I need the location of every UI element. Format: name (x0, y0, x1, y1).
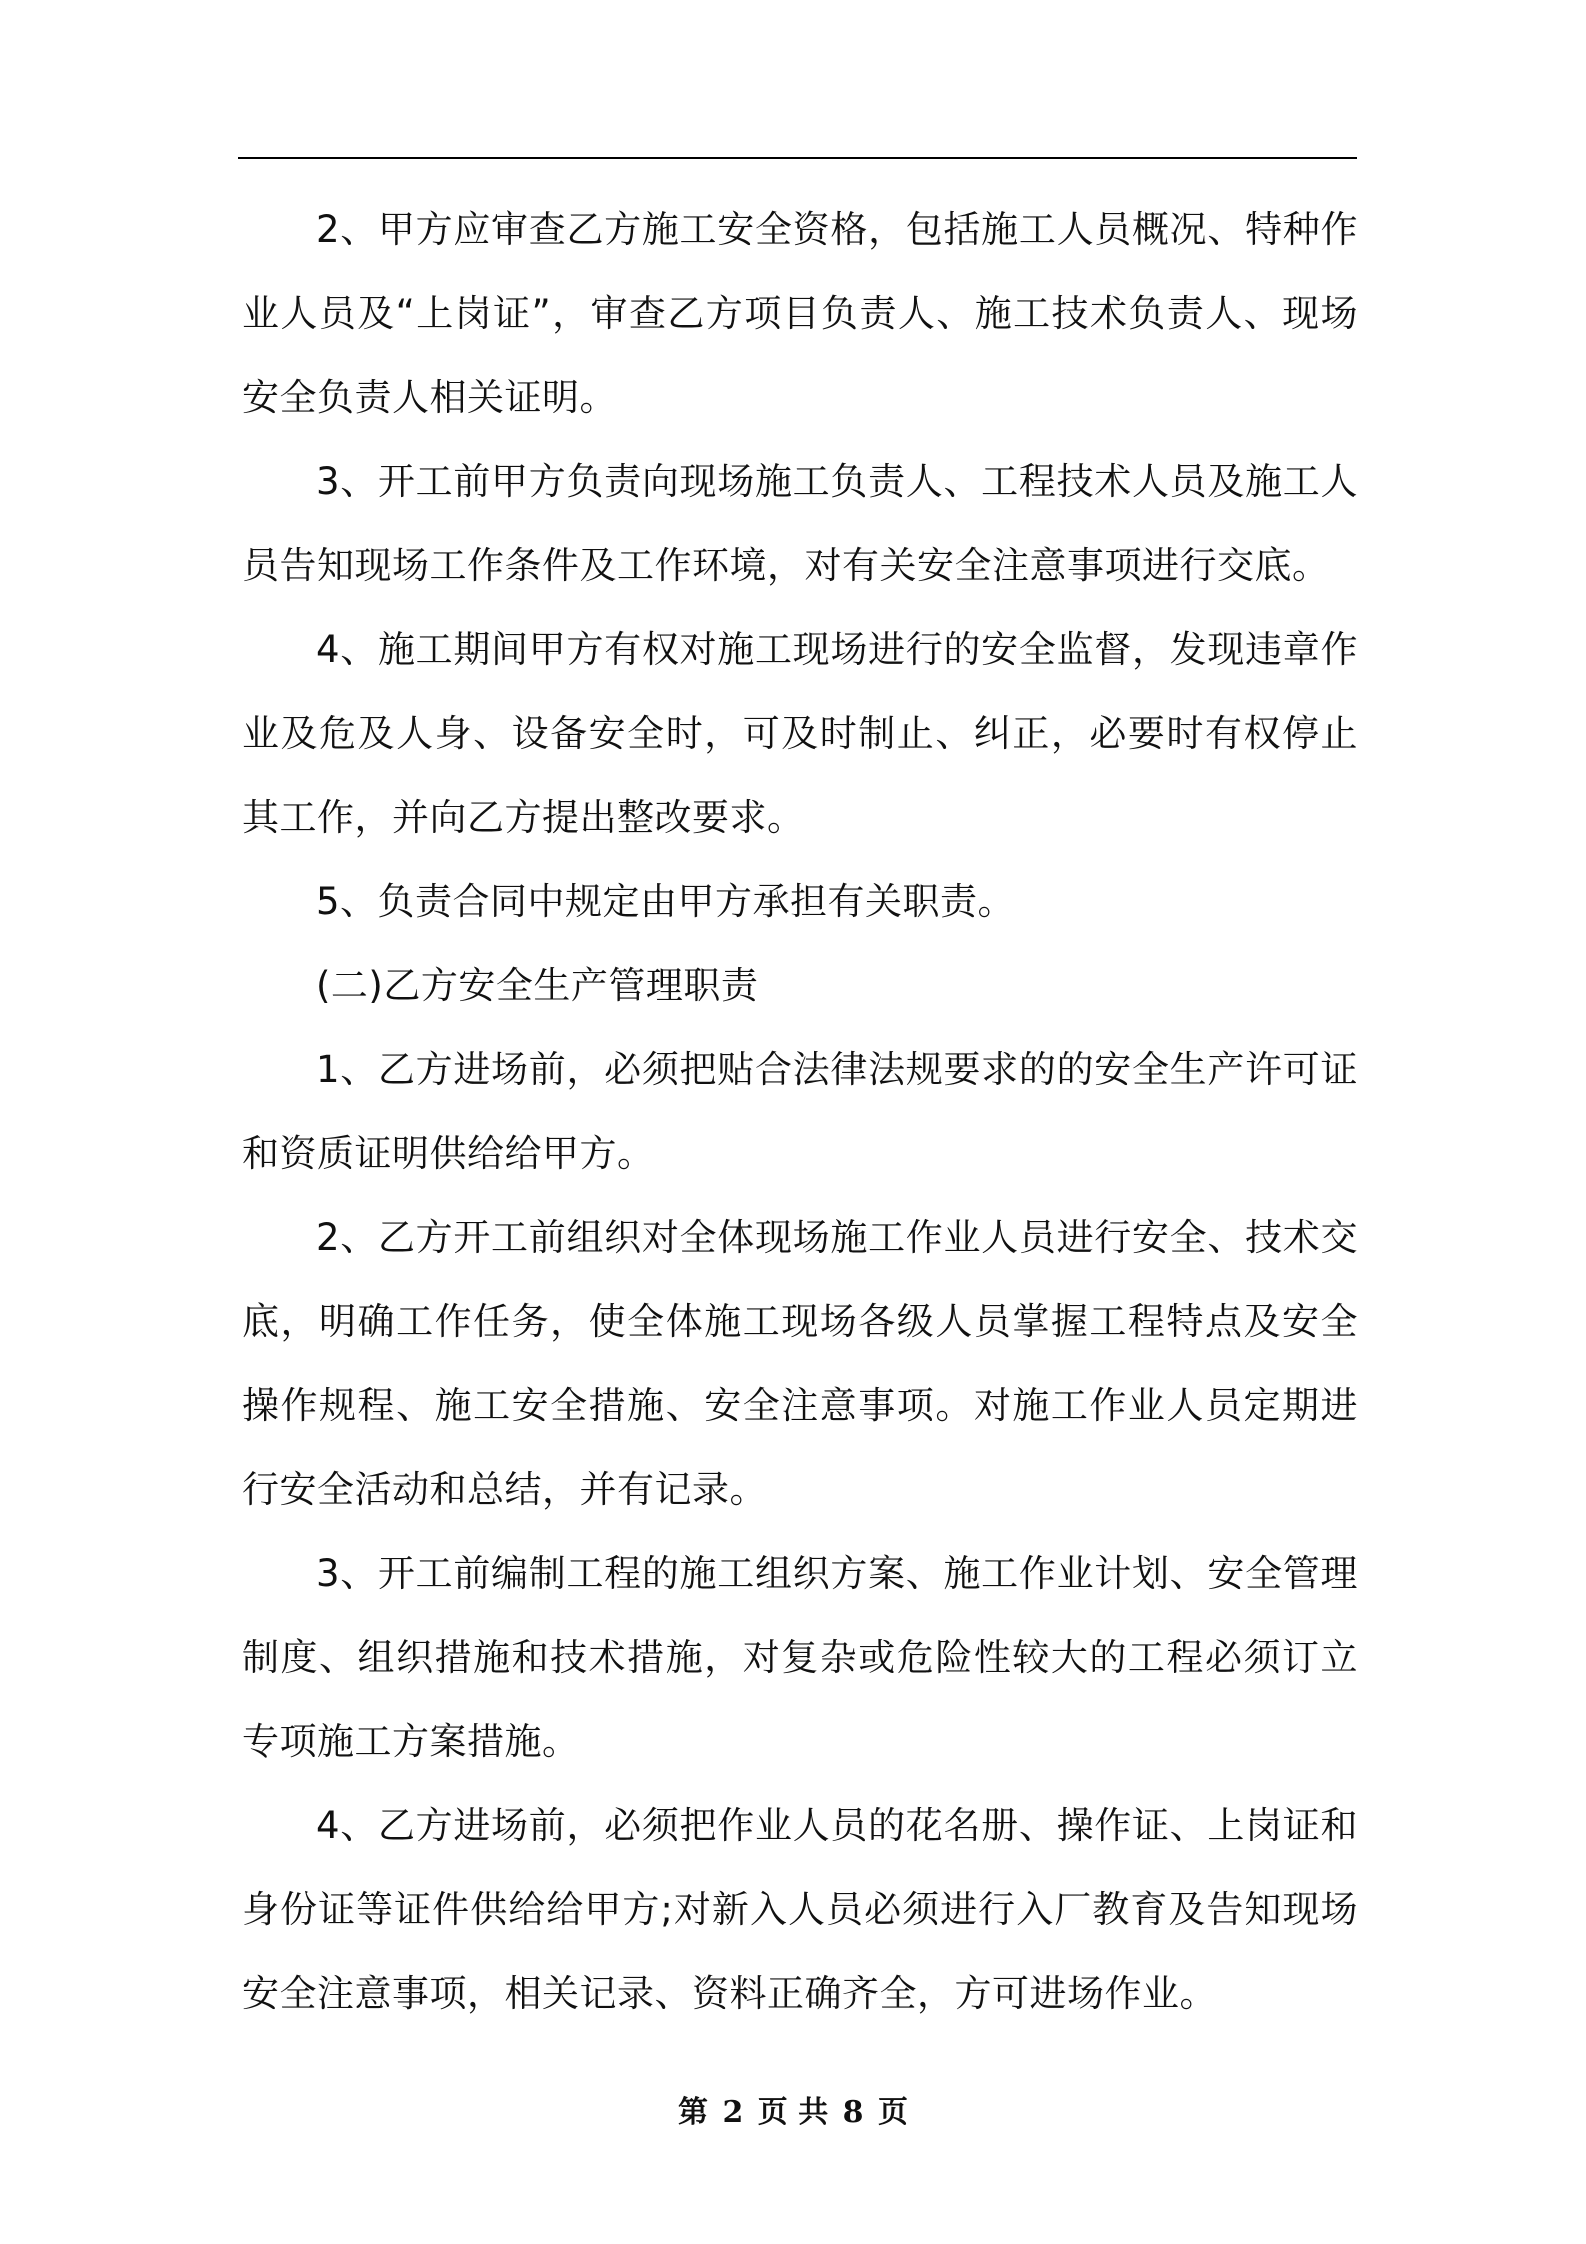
current-page-number: 2 (722, 2095, 744, 2130)
paragraph-party-b-item-1: 1、乙方进场前，必须把贴合法律法规要求的的安全生产许可证和资质证明供给给甲方。 (242, 1048, 1358, 1175)
header-rule (238, 157, 1357, 159)
page-label-prefix: 第 (677, 2095, 708, 2130)
page-label-suffix: 页 (878, 2095, 908, 2130)
paragraph-party-a-item-5: 5、负责合同中规定由甲方承担有关职责。 (316, 880, 1016, 923)
total-pages-number: 8 (842, 2095, 864, 2130)
page-footer (0, 2093, 1586, 2133)
paragraph-party-b-item-4: 4、乙方进场前，必须把作业人员的花名册、操作证、上岗证和身份证等证件供给给甲方;对新入人员必须进行入厂教育及告知现场安全注意事项，相关记录、资料正确齐全，方可进场作业。 (242, 1804, 1358, 2015)
paragraph-party-b-item-3: 3、开工前编制工程的施工组织方案、施工作业计划、安全管理制度、组织措施和技术措施，对复杂或危险性较大的工程必须订立专项施工方案措施。 (242, 1552, 1358, 1763)
paragraph-party-a-item-2: 2、甲方应审查乙方施工安全资格，包括施工人员概况、特种作业人员及“上岗证”，审查乙方项目负责人、施工技术负责人、现场安全负责人相关证明。 (242, 208, 1358, 419)
document-body (242, 188, 1358, 2036)
paragraph-party-a-item-3: 3、开工前甲方负责向现场施工负责人、工程技术人员及施工人员告知现场工作条件及工作环境，对有关安全注意事项进行交底。 (242, 460, 1358, 587)
section-heading-party-b: (二)乙方安全生产管理职责 (316, 964, 759, 1007)
paragraph-party-b-item-2: 2、乙方开工前组织对全体现场施工作业人员进行安全、技术交底，明确工作任务，使全体施工现场各级人员掌握工程特点及安全操作规程、施工安全措施、安全注意事项。对施工作业人员定期进行安全活动和总结，并有记录。 (242, 1216, 1358, 1511)
paragraph-party-a-item-4: 4、施工期间甲方有权对施工现场进行的安全监督，发现违章作业及危及人身、设备安全时，可及时制止、纠正，必要时有权停止其工作，并向乙方提出整改要求。 (242, 628, 1358, 839)
page-label-mid: 页 共 (757, 2095, 829, 2130)
